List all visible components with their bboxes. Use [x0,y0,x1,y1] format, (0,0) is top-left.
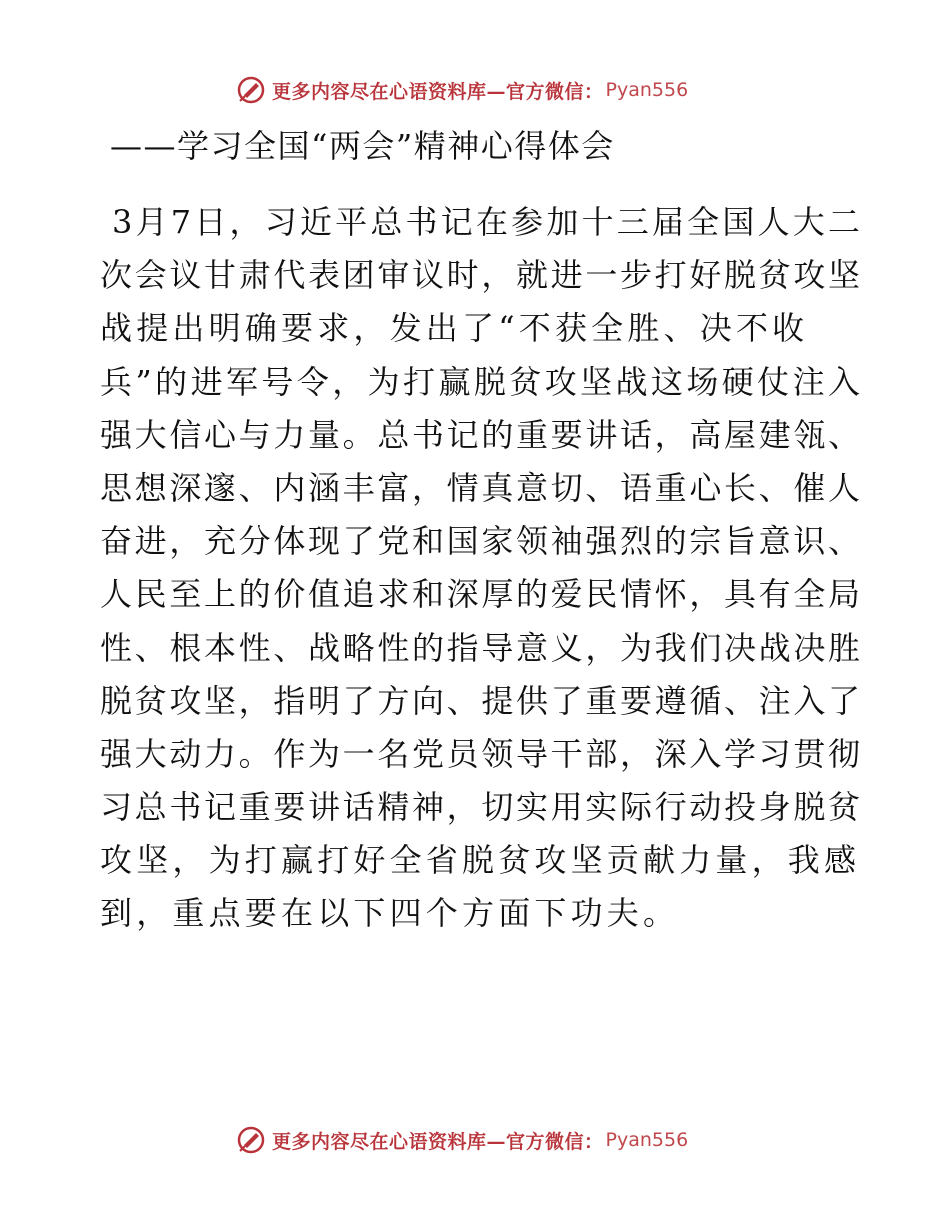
paragraph-line: 思想深邃、内涵丰富，情真意切、语重心长、催人 [100,468,860,507]
paragraph-line: 性、根本性、战略性的指导意义，为我们决战决胜 [100,628,860,667]
paragraph-line: 脱贫攻坚，指明了方向、提供了重要遵循、注入了 [100,681,860,720]
watermark-wechat-id: Pyan556 [605,1129,689,1151]
paragraph-line: 习总书记重要讲话精神，切实用实际行动投身脱贫 [100,788,860,827]
header-watermark [236,72,688,108]
body-paragraph [100,196,860,941]
paragraph-line: 次会议甘肃代表团审议时，就进一步打好脱贫攻坚 [100,256,860,295]
watermark-text: 更多内容尽在心语资料库—官方微信： [272,80,604,103]
paragraph-line: 3月7日，习近平总书记在参加十三届全国人大二 [112,203,860,241]
document-subtitle: ——学习全国“两会”精神心得体会 [110,127,615,165]
paragraph-line: 攻坚，为打赢打好全省脱贫攻坚贡献力量，我感 [100,841,861,880]
paragraph-line: 人民至上的价值追求和深厚的爱民情怀，具有全局 [100,575,860,614]
paragraph-line: 奋进，充分体现了党和国家领袖强烈的宗旨意识、 [100,522,860,561]
paragraph-line: 兵”的进军号令，为打赢脱贫攻坚战这场硬仗注入 [100,362,860,401]
footer-watermark [236,1122,688,1158]
paragraph-line: 战提出明确要求，发出了“不获全胜、决不收 [100,309,809,348]
watermark-wechat-id: Pyan556 [605,79,689,101]
paragraph-line: 强大动力。作为一名党员领导干部，深入学习贯彻 [100,734,860,773]
paragraph-line: 到，重点要在以下四个方面下功夫。 [100,894,680,933]
brand-logo-icon [236,75,266,105]
watermark-text: 更多内容尽在心语资料库—官方微信： [272,1130,604,1153]
brand-logo-icon [236,1125,266,1155]
paragraph-line: 强大信心与力量。总书记的重要讲话，高屋建瓴、 [100,415,860,454]
